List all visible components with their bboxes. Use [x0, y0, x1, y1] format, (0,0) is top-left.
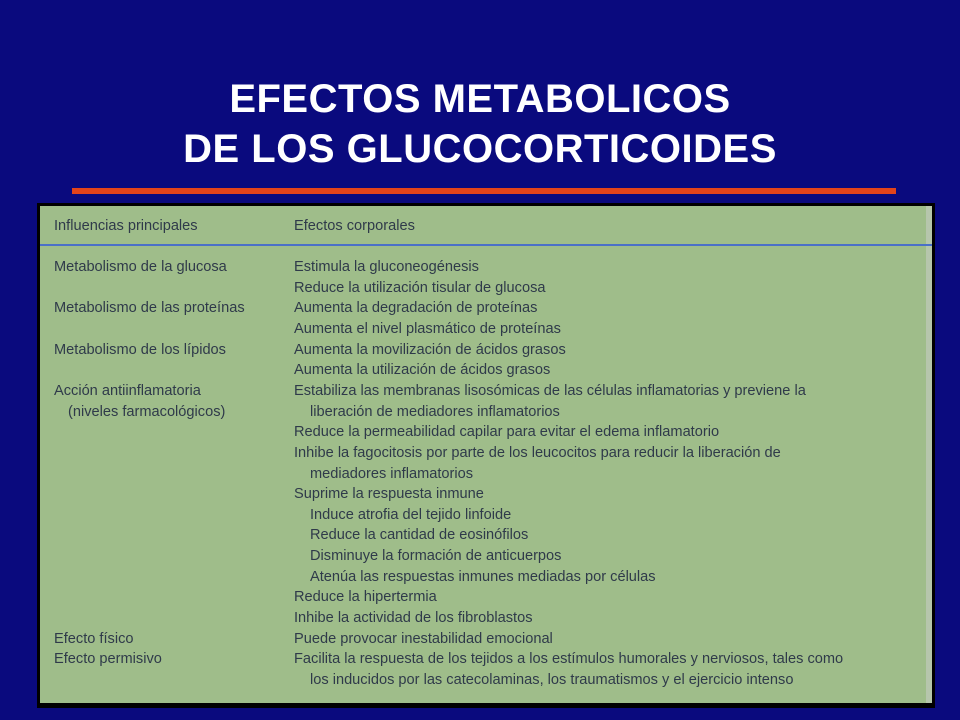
table-row — [40, 340, 920, 360]
header-effects: Efectos corporales — [294, 218, 415, 234]
influence-cell: Metabolismo de las proteínas — [54, 300, 245, 317]
table-row — [40, 278, 920, 298]
header-influences: Influencias principales — [54, 218, 198, 234]
effect-cell: Aumenta la degradación de proteínas — [294, 300, 538, 317]
page-edge — [926, 206, 932, 703]
table-row — [40, 505, 920, 525]
table-row — [40, 422, 920, 442]
effect-cell: liberación de mediadores inflamatorios — [310, 403, 560, 420]
table-row — [40, 525, 920, 545]
effects-table — [40, 206, 932, 703]
table-row — [40, 443, 920, 463]
influence-cell: Metabolismo de los lípidos — [54, 341, 226, 358]
effect-cell: Estimula la gluconeogénesis — [294, 259, 479, 275]
page-title — [0, 74, 960, 174]
effect-cell: Reduce la permeabilidad capilar para evitar el edema inflamatorio — [294, 424, 720, 441]
effect-cell: Aumenta la utilización de ácidos grasos — [294, 362, 551, 379]
effect-cell: Induce atrofia del tejido linfoide — [310, 506, 512, 523]
influence-cell: Metabolismo de la glucosa — [54, 259, 227, 275]
influence-cell: Efecto físico — [54, 630, 134, 647]
effect-cell: Estabiliza las membranas lisosómicas de las células inflamatorias y previene la — [294, 382, 806, 399]
effect-cell: mediadores inflamatorios — [310, 465, 474, 482]
effect-cell: Aumenta la movilización de ácidos grasos — [294, 341, 566, 358]
effect-cell: Facilita la respuesta de los tejidos a los estímulos humorales y nerviosos, tales como — [294, 651, 844, 668]
table-row — [40, 567, 920, 587]
title-line-1: EFECTOS METABOLICOS — [229, 77, 731, 121]
effect-cell: Puede provocar inestabilidad emocional — [294, 630, 553, 647]
effect-cell: Reduce la cantidad de eosinófilos — [310, 527, 529, 544]
table-row — [40, 484, 920, 504]
table-row — [40, 608, 920, 628]
table-row — [40, 587, 920, 607]
effect-cell: Inhibe la fagocitosis por parte de los leucocitos para reducir la liberación de — [294, 444, 781, 461]
table-row — [40, 670, 920, 690]
influence-cell: Efecto permisivo — [54, 651, 162, 668]
table-row — [40, 381, 920, 401]
effect-cell: Reduce la utilización tisular de glucosa — [294, 279, 546, 296]
effect-cell: Aumenta el nivel plasmático de proteínas — [294, 320, 561, 337]
effect-cell: Reduce la hipertermia — [294, 589, 437, 606]
table-row — [40, 298, 920, 318]
effect-cell: los inducidos por las catecolaminas, los traumatismos y el ejercicio intenso — [310, 672, 794, 688]
effect-cell: Atenúa las respuestas inmunes mediadas por células — [310, 568, 656, 585]
title-line-2: DE LOS GLUCOCORTICOIDES — [183, 127, 777, 171]
table-row — [40, 319, 920, 339]
effect-cell: Disminuye la formación de anticuerpos — [310, 548, 562, 565]
influence-cell: Acción antiinflamatoria — [54, 382, 201, 399]
influence-cell: (niveles farmacológicos) — [68, 403, 226, 420]
table-row — [40, 360, 920, 380]
table-row — [40, 257, 920, 277]
header-divider — [40, 244, 932, 246]
title-underline — [72, 188, 896, 194]
effect-cell: Inhibe la actividad de los fibroblastos — [294, 610, 533, 627]
table-row — [40, 629, 920, 649]
effect-cell: Suprime la respuesta inmune — [294, 486, 484, 503]
table-row — [40, 546, 920, 566]
table-row — [40, 402, 920, 422]
table-row — [40, 464, 920, 484]
table-row — [40, 649, 920, 669]
